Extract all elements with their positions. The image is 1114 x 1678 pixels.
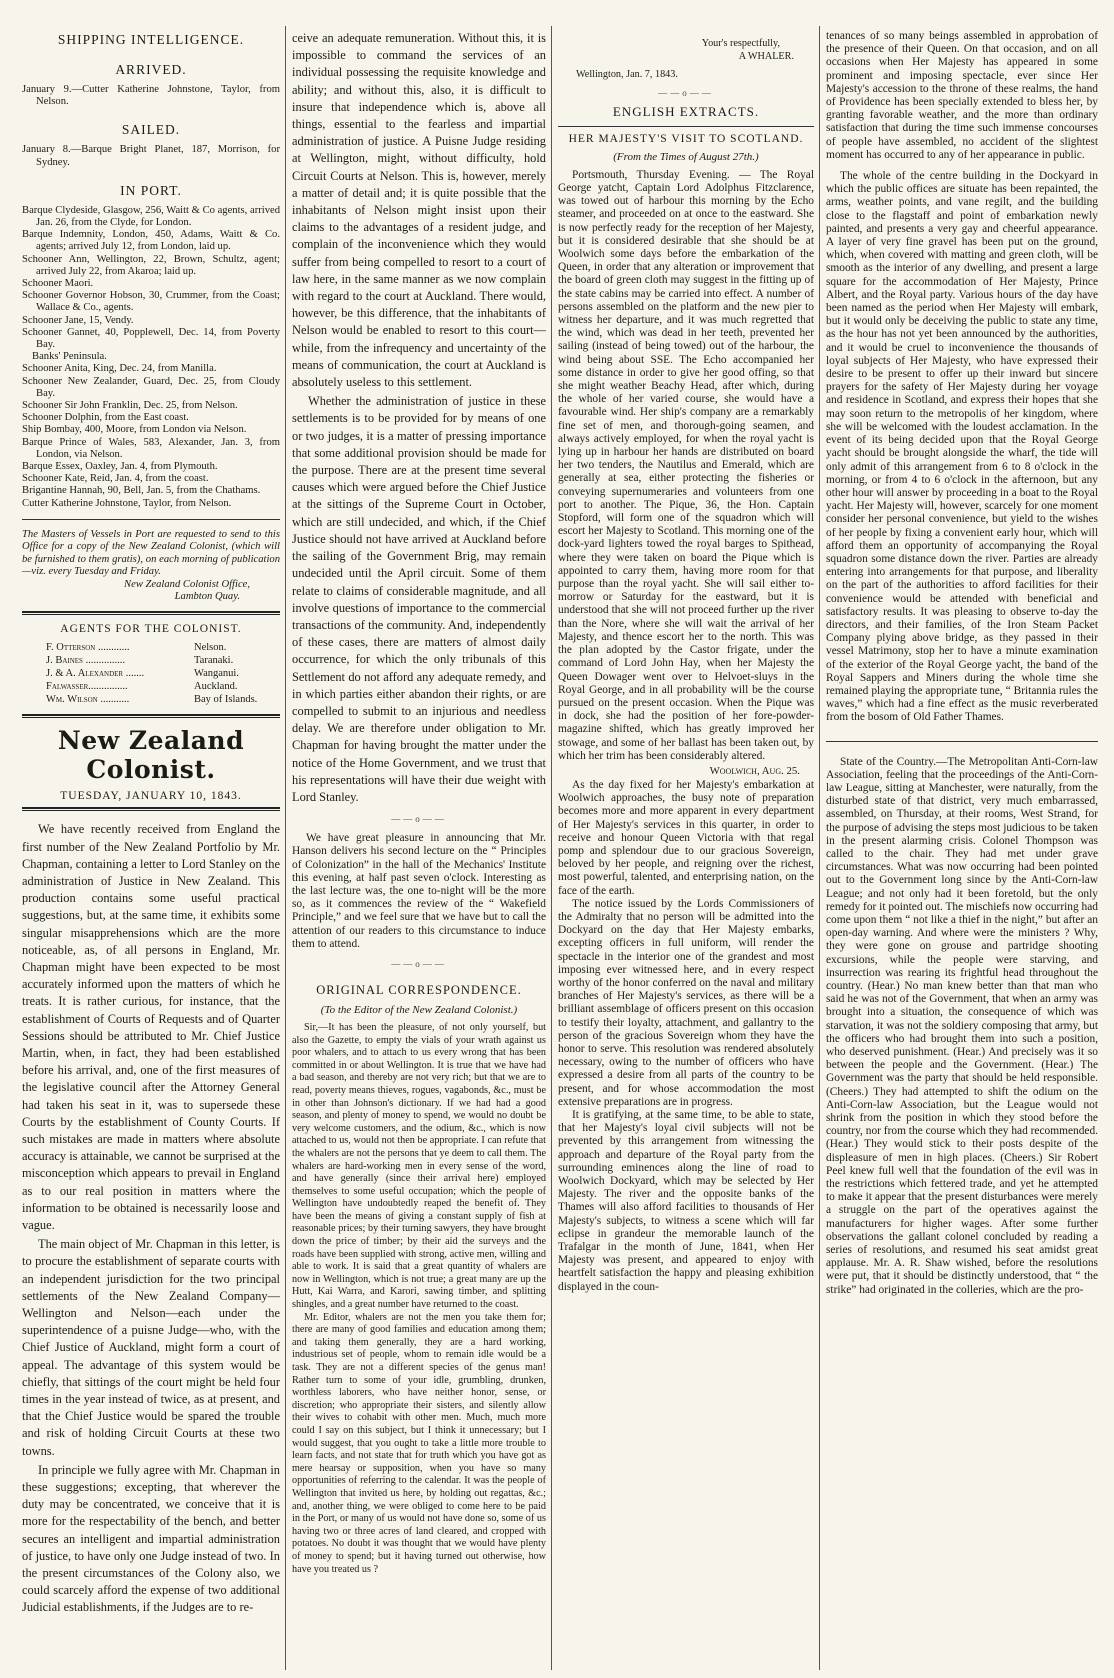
lecture-notice: We have great pleasure in announcing that Mr. Hanson delivers his second lecture on the “ Principles of Colonization” in the hall of the Mechanics' Institute this evening, at half past seven o'clock. Interesting as the last lecture was, the one to-night will be the more so, as it commences the review of the “ Wakefield Principle,” and we feel sure that we have but to call the attention of our readers to this circumstance to induce them to attend.: [292, 832, 546, 950]
masthead-title: New Zealand Colonist.: [57, 726, 245, 785]
section-divider: ——o——: [658, 87, 714, 98]
inport-heading: IN PORT.: [120, 182, 182, 198]
arrived-list: [22, 84, 280, 108]
article-paragraph: The whole of the centre building in the Dockyard in which the public offices are situate has been repainted, the arms, weather points, and vane regilt, and the building close to the flagstaff and point of embarkation newly painted, and presents a very gay and cheerful appearance. A layer of very fine gravel has been put on the ground, which, when covered with matting and green cloth, will be smooth as the interior of any dwelling, and present a large square for the accommodation of Her Majesty, Prince Albert, and the Royal party. Various hours of the day have been named as the period when Her Majesty will embark, but it would only be deceiving the public to state any time, as the hour has not yet been announced by the authorities, and it would be cruel to inconvenience the thousands of loyal subjects of Her Majesty, who have expressed their desire to be present to offer up their inward but sincere prayers for the safety of Her Majesty during her voyage and residence in Scotland, and express their hopes that she may soon return to the metropolis of her kingdom, where she will be welcomed with the loudest acclamation. In the event of its being decided upon that the Royal George yacht should be brought alongside the wharf, the tide will only admit of this arrangement from 6 to 8 o'clock in the morning, or from 4 to 6 o'clock in the afternoon, but any other hour will answer by proceeding in a boat to the Royal yacht. Her Majesty will, however, scarcely for one moment consider her personal convenience, but yield to the wishes of her people by fixing a convenient early hour, which will afford them an opportunity of accompanying the Royal squadron some distance down the river. Parties are already entering into arrangements for that purpose, and liberality on the part of the authorities to afford facilities for their convenience would be attended with beneficial and satisfactory results. It was pleasing to observe to-day the directors, and their families, of the Iron Steam Packet Company plying above bridge, as they passed in their vessel Matrimony, stop her to have a minute examination of the exterior of the Royal George yacht, the band of the Royal Sappers and Miners during the whole time she remained playing the appropriate tune, “ Britannia rules the waves,” which had a fine effect as the music reverberated from the bosom of Old Father Thames.: [826, 170, 1098, 724]
article-source: (From the Times of August 27th.): [613, 150, 759, 163]
agent-row: [22, 680, 280, 693]
list-item: Schooner Maori.: [22, 278, 94, 290]
column-3: [558, 30, 814, 1670]
column-rule: [285, 26, 286, 1670]
list-item: Brigantine Hannah, 90, Bell, Jan. 5, from the Chathams.: [22, 485, 261, 497]
list-item: Barque Indemnity, London, 450, Adams, Waitt & Co. agents; arrived July 12, from London, laid up.: [22, 229, 280, 253]
article-paragraph: The notice issued by the Lords Commissioners of the Admiralty that no person will be admitted into the Dockyard on the day that Her Majesty embarks, excepting officers in full uniform, will render the spectacle in the interior one of the grandest and most imposing ever witnessed here, and in every respect worthy of the honor conferred on the naval and military branches of Her Majesty's services, as there will be a brilliant assemblage of officers present on this occasion to testify their loyalty, attachment, and gallantry to the person of the gracious Sovereign whom they have the honor to serve. This resolution was rendered absolutely necessary, owing to the number of officers who have expressed a desire from all parts of the country to be present, and for whose accommodation the most extensive preparations are in progress.: [558, 897, 814, 1108]
list-item: Schooner Gannet, 40, Popplewell, Dec. 14, from Poverty Bay.: [22, 326, 280, 351]
letter-paragraph: Sir,—It has been the pleasure, of not only yourself, but also the Gazette, to empty the vials of your wrath against us poor whalers, and to attach to us every wrong that has been committed in or about Wellington. It is true that we have had a bad season, and thereby are not very rich; but that we are to read, poverty means thieves, rogues, vagabonds, &c., must be in other than Johnson's dictionary. If we had had a good season, and plenty of money to spend, we would no doubt be very welcome customers, and the odium, &c., which is now attached to us, would not then be appropriate. I can refute that the whalers are not the persons that ye deem to call them. The whalers are hard-working men in every sense of the word, and have generally (since their arrival here) employed themselves to some useful occupation; which the people of Wellington have undoubtedly reaped the benefit of. They have been the means of giving a constant supply of fish at reasonable prices; by their turning sawyers, they have brought down the price of timber; by their aid the surveys and the roads have been supplied with strong, active men, willing and able to work. It is said that a great quantity of whalers are now in Wellington, which is not true; a great many are up the Hutt, Kai Warra, and Karori, sawing timber, and splitting shingles, and a great number have returned to the coast.: [292, 1021, 546, 1311]
column-2: [292, 30, 546, 1670]
letter-place-date: Wellington, Jan. 7, 1843.: [576, 69, 678, 81]
agents-table: [22, 641, 280, 706]
list-item: Schooner Sir John Franklin, Dec. 25, from Nelson.: [22, 400, 238, 412]
article-dateline: Woolwich, Aug. 25.: [709, 764, 800, 777]
article-paragraph: Portsmouth, Thursday Evening. — The Royal George yatcht, Captain Lord Adolphus Fitzclarence, was towed out of harbour this morning by the Echo steamer, and proceeded on at once to the eastward. She is now perfectly ready for the reception of her Majesty, but it is considered desirable that she should be at Woolwich some days before the embarkation of the Queen, in order that any alteration or improvement that the board of green cloth may suggest in the fitting up of the state cabins may be carried into effect. A number of persons assembled on the platform and the new pier to witness her departure, and it was much regretted that the wind, which was dead in her teeth, prevented her sailing (instead of being towed) out of the harbour, the wind being about SSE. The Echo accompanied her some distance in order to give her good offing, so that she might weather Beachy Head, after which, during the whole of her varied course, she would have a favourable wind. Her ship's company are a remarkably fine set of men, and thorough-going seamen, and always actively employed, for when the royal yacht is lying up in harbour her hands are distributed on board her two tenders, the Nautilus and Emerald, which are generally at sea, either protecting the fisheries or conveying supernumeraries and volunteers from one port to another. The Pique, 36, the Hon. Captain Stopford, will form one of the squadron which will escort her Majesty to Scotland. This morning one of the dock-yard lighters towed the royal barges to Spithead, where they were taken on board the Pique which is appointed to carry them, having more room for that purpose than the royal yacht. She will sail either to-morrow or Saturday for the eastward, but it is understood that she will not proceed further up the river than the Nore, where she will wait the arrival of her Majesty, and thence escort her to the north. This was the plan adopted by the Castor frigate, under the command of Lord John Hay, when her Majesty the Queen Dowager went over to Helvoet-sluys in the Royal George, and in all probability will be the course pursued on the present occasion. When the Pique was in dock, she had the position of her fore-powder-magazine shifted, which has greatly improved her stowage, and some of her ballast has been taken out, by which her trim has been considerably altered.: [558, 168, 814, 762]
column-rule: [551, 26, 552, 1670]
article-paragraph: tenances of so many beings assembled in approbation of the presence of their Queen. On that occasion, and on all occasions when Her Majesty has appeared in some prominent and imposing spectacle, ever since Her Majesty's accession to the throne of these realms, the hand of Providence has been specially extended to bless her, by granting favorable weather, and the more than ordinary satisfaction that during the time such immense concourses of people have assembled, no accident of the slightest moment has occurred to any of her appearance in public.: [826, 30, 1098, 161]
section-divider: ——o——: [391, 814, 447, 825]
list-item: Barque Essex, Oaxley, Jan. 4, from Plymouth.: [22, 461, 218, 473]
double-divider: [22, 714, 280, 718]
agent-row: [22, 641, 280, 654]
letter-signature: A WHALER.: [738, 50, 794, 62]
column-rule: [819, 26, 820, 1670]
list-item: Cutter Katherine Johnstone, Taylor, from Nelson.: [22, 497, 232, 509]
list-item: Schooner Jane, 15, Vendy.: [22, 314, 134, 326]
agent-name: J. Baines ...............: [46, 655, 125, 667]
divider: [22, 519, 280, 520]
correspondence-subtitle: (To the Editor of the New Zealand Colonist.): [320, 1003, 518, 1016]
editorial-paragraph: In principle we fully agree with Mr. Chapman in these suggestions; excepting, that wherever the duty may be concentrated, we conceive that it is more for the respectability of the bench, and better secures an intelligent and impartial administration of justice, to have only one Judge instead of two. In the present circumstances of the Colony also, we could scarcely afford the expense of two additional Judicial establishments, if the Judges are to re-: [22, 1462, 280, 1615]
article-paragraph: As the day fixed for her Majesty's embarkation at Woolwich approaches, the busy note of preparation becomes more and more apparent in every department of Her Majesty's services in this quarter, in order to receive and honour Queen Victoria with that regal pomp and splendour due to our gracious Sovereign, beloved by her people, and reigning over the richest, most powerful, talented, and enterprising nation, on the face of the earth.: [558, 778, 814, 897]
shipping-title: SHIPPING INTELLIGENCE.: [57, 32, 245, 47]
agent-name: J. & A. Alexander .......: [46, 668, 145, 680]
editorial-paragraph: The main object of Mr. Chapman in this letter, is to procure the establishment of separate courts with an independent jurisdiction for the two principal settlements of the New Zealand Company—Wellington and Nelson—each under the superintendence of a puisne Judge—who, with the Chief Justice of Auckland, might form a court of appeal. The advantage of this system would be chiefly, that sittings of the court might be held four times in the year instead of twice, as at present, and that the Chief Justice would be spared the trouble and risk of holding Circuit Courts at these two towns.: [22, 1237, 280, 1458]
column-4: [826, 30, 1098, 1670]
list-item: Barque Clydeside, Glasgow, 256, Waitt & Co agents, arrived Jan. 26, from the Clyde, for London.: [22, 204, 280, 229]
list-item: Schooner Governor Hobson, 30, Crummer, from the Coast; Wallace & Co., agents.: [22, 290, 280, 314]
agent-row: [22, 654, 280, 667]
sailed-heading: SAILED.: [121, 122, 181, 138]
agent-place: Auckland.: [194, 681, 238, 693]
list-item: Banks' Peninsula.: [32, 351, 107, 363]
agent-place: Taranaki.: [194, 655, 234, 667]
editorial-paragraph: We have recently received from England the first number of the New Zealand Portfolio by Mr. Chapman, containing a letter to Lord Stanley on the administration of Justice in New Zealand. This production contains some useful practical suggestions, but, at the same time, it exhibits some singular misapprehensions which are the more noticeable, as, of all persons in England, Mr. Chapman might have been expected to be most accurately informed upon the matters of which he treats. It is rather curious, for instance, that the establishment of Courts of Requests and of Quarter Sessions should be attributed to Mr. Chief Justice Martin, when, in fact, they had been established before his arrival, and, one of the first measures of the legislative council after the Attorney General had taken his seat in it, was to supersede these Courts by the establishment of County Courts. If such mistakes are made in matters where absolute accuracy is attainable, we cannot be surprised at the misconception which appears to prevail in England as to our real position in matters where the information to be obtained is necessarily loose and vague.: [22, 822, 280, 1232]
masters-notice: The Masters of Vessels in Port are requested to send to this Office for a copy of the New Zealand Colonist, (which will be furnished to them gratis), on each morning of publication—viz. every Tuesday and Friday.: [22, 528, 280, 578]
list-item: Schooner New Zealander, Guard, Dec. 25, from Cloudy Bay.: [22, 375, 280, 399]
issue-date: TUESDAY, JANUARY 10, 1843.: [60, 790, 242, 803]
divider: [826, 741, 1098, 742]
column-1: [22, 30, 280, 1670]
double-divider: [22, 807, 280, 811]
editorial-paragraph: ceive an adequate remuneration. Without this, it is impossible to command the services of an individual possessing the requisite knowledge and ability; and without this, also, it is difficult to insure that independence which is, above all things, essential to the fearless and impartial administration of justice. A Puisne Judge residing at Wellington, might, without difficulty, hold Circuit Courts at Nelson. This is, however, merely a matter of detail and; it is quite possible that the inhabitants of Nelson might insist upon their claims to the advantages of a resident judge, and complain of the inconvenience which they would suffer from being compelled to resort to a court of law here, in the same manner as we now complain with regard to the court at Auckland. There would, however, be this difference, that the inhabitants of Nelson would be enabled to resort to this court—while, from the infrequency and uncertainty of the means of communication, the court at Auckland is absolutely useless to this settlement.: [292, 31, 546, 390]
list-item: Schooner Ann, Wellington, 22, Brown, Schultz, agent; arrived July 22, from Akaroa; laid up.: [22, 253, 280, 277]
list-item: Schooner Kate, Reid, Jan. 4, from the coast.: [22, 473, 209, 485]
list-item: Schooner Anita, King, Dec. 24, from Manilla.: [22, 363, 217, 375]
arrived-heading: ARRIVED.: [115, 62, 187, 77]
agent-place: Bay of Islands.: [194, 694, 258, 706]
agents-title: AGENTS FOR THE COLONIST.: [60, 623, 242, 636]
section-divider: ——o——: [391, 958, 447, 969]
agent-place: Wanganui.: [194, 668, 239, 680]
list-item: Schooner Dolphin, from the East coast.: [22, 412, 189, 424]
agent-name: Falwasser...............: [46, 681, 128, 693]
correspondence-title: ORIGINAL CORRESPONDENCE.: [316, 982, 522, 997]
list-item: January 9.—Cutter Katherine Johnstone, Taylor, from Nelson.: [22, 84, 280, 108]
letter-paragraph: Mr. Editor, whalers are not the men you take them for; there are many of good families and education among them; and taking them generally, they are a hard working, industrious set of people, whom to remain idle would be a task. They are not a different species of the genus man! Rather turn to some of your idle, grumbling, drunken, worthless laborers, who have neither honor, sense, or discretion; who appropriate their sisters, and silently allow their wives to cohabit with other men. Much, much more could I say on this subject, but I think it unnecessary; but I would suggest, that you ought to take a little more trouble to learn facts, and not state that for truth which you have got as mere hearsay or supposition, when you have so many opportunities of referring to the calendar. It was the people of Wellington that invited us here, by holding out regattas, &c.; and, another thing, we were obliged to come here to be paid in the Port, or many of us would not have done so, some of us having two or three acres of land cleared, and cropped with potatoes. No doubt it was thought that we would have plenty of money to spend; but it having turned out otherwise, how have you treated us ?: [292, 1311, 546, 1575]
agent-place: Nelson.: [194, 642, 227, 654]
list-item: January 8.—Barque Bright Planet, 187, Morrison, for Sydney.: [22, 144, 280, 168]
double-divider: [22, 611, 280, 615]
list-item: Ship Bombay, 400, Moore, from London via Nelson.: [22, 424, 247, 436]
notice-signature-line2: Lambton Quay.: [174, 590, 240, 602]
divider: [558, 126, 814, 127]
editorial-paragraph: Whether the administration of justice in these settlements is to be provided for by means of one or two judges, it is a matter of pressing importance that some additional provision should be made for the purpose. There are at the present time several causes which were argued before the Chief Justice at the sittings of the Supreme Court in October, which are still undecided, and which, if the Chief Justice should not have arrived at Auckland before the sailing of the Government Brig, may remain undecided until the April circuit. Some of them relate to claims of considerable magnitude, and all involve questions of importance to the commercial transactions of the community. And, independently of these cases, there are matters of almost daily occurrence, for which the only tribunals of this Settlement do not afford any adequate remedy, and in which parties either abandon their rights, or are compelled to submit to an injurious and needless delay. We are therefore under obligation to Mr. Chapman for having brought the matter under the notice of the Home Government, and we trust that his representations will have their due weight with Lord Stanley.: [292, 394, 546, 804]
article-title: HER MAJESTY'S VISIT TO SCOTLAND.: [568, 132, 804, 145]
agent-row: [22, 667, 280, 680]
state-paragraph: State of the Country.—The Metropolitan Anti-Corn-law Association, feeling that the proceedings of the Anti-Corn-law League, sitting at Manchester, were naturally, from the disturbed state of that district, very much embarrassed, assembled, on Thursday, at their rooms, West Strand, for the purpose of advising the steps most judicious to be taken in the present alarming crisis. Colonel Thompson was called to the chair. They had met under grave circumstances. What was now occurring had been pointed out to the Government long since by the Anti-Corn-law League; and not only had it been foretold, but the only remedy for it pointed out. The mischiefs now occurring had come upon them “ not like a thief in the night,” but after an open-day warning. And where were the ministers ? Why, they were gone on grouse and partridge shooting excursions, while the people were starving, and insurrection was rearing its frightful head throughout the country. (Hear.) No man knew better than that man who said he was not of the Government, that when an army was brought into a situation, the consequence of which was starvation, it was not the soldiery composing that army, but the officers who had brought them into such a position, who deserved punishment. (Hear.) And precisely was it so between the people and the Government. (Hear.) The Government was the party that should be held responsible. (Cheers.) They had attempted to shift the odium on the Anti-Corn-law Association, but the League would not shrink from the position in which they stood before the country, nor from the course which they had recommended. (Hear.) They would stick to their posts despite of the displeasure of men in high places. (Cheers.) Sir Robert Peel knew full well that the foundation of the evil was in the restrictions which fettered trade, and yet he attempted to make it appear that the present disturbances were merely a struggle on the part of the operatives against the manufacturers for higher wages. After some further observations the gallant colonel concluded by reading a series of resolutions, and resumed his seat amidst great applause. Mr. A. R. Shaw wished, before the resolutions were put, that it should be distinctly understood, that “ the strike” had originated in the colleries, which are the pro-: [826, 755, 1098, 1296]
sailed-list: [22, 144, 280, 168]
agent-row: [22, 693, 280, 706]
inport-list: [22, 205, 280, 510]
list-item: Barque Prince of Wales, 583, Alexander, Jan. 3, from London, via Nelson.: [22, 436, 280, 460]
agent-name: F. Otterson ............: [46, 642, 130, 654]
article-paragraph: It is gratifying, at the same time, to be able to state, that her Majesty's loyal civil subjects will not be prevented by this arrangement from witnessing the approach and departure of the Royal party from the surrounding eminences along the line of road to Woolwich Dockyard, which may be selected by Her Majesty. The river and the opposite banks of the Thames will also afford facilities to thousands of Her Majesty's subjects, to witness a scene which will far eclipse in grandeur the memorable launch of the Trafalgar in the month of June, 1841, when Her Majesty was present, and appeared to enjoy with heartfelt satisfaction the happy and pleasing exhibition displayed in the coun-: [558, 1109, 814, 1293]
agent-name: Wm. Wilson ...........: [46, 694, 130, 706]
letter-closing: Your's respectfully,: [701, 38, 780, 49]
extracts-title: ENGLISH EXTRACTS.: [612, 103, 760, 119]
notice-signature-line1: New Zealand Colonist Office,: [124, 578, 250, 590]
